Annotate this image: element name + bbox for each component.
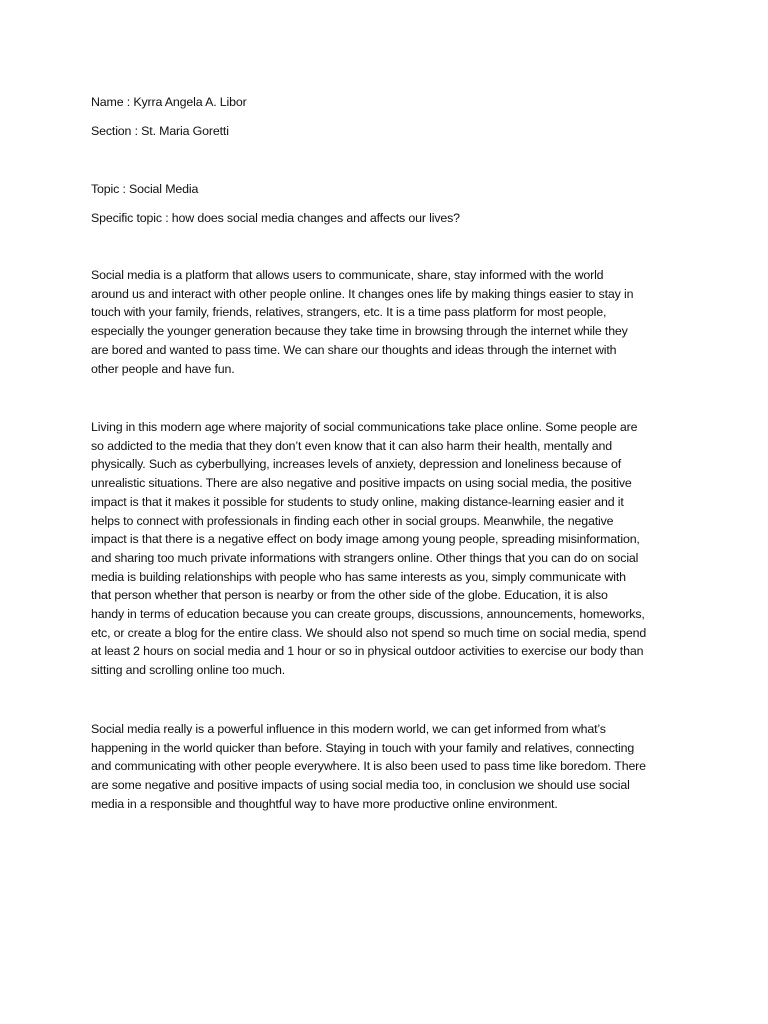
paragraph-2: [91, 418, 677, 680]
paragraph-line: Social media really is a powerful influence in this modern world, we can get informed from what’s: [91, 722, 606, 736]
paragraph-line: that person whether that person is nearby or from the other side of the globe. Education, it is also: [91, 588, 608, 603]
paragraph-line: around us and interact with other people online. It changes ones life by making things easier to stay in: [91, 286, 634, 301]
paragraph-line: touch with your family, friends, relatives, strangers, etc. It is a time pass platform for most people,: [91, 305, 607, 320]
name-line: Name : Kyrra Angela A. Libor: [91, 95, 247, 109]
paragraph-line: physically. Such as cyberbullying, increases levels of anxiety, depression and loneliness because of: [91, 457, 622, 472]
paragraph-line: etc, or create a blog for the entire class. We should also not spend so much time on social media, spend: [91, 625, 647, 640]
specific-topic-line: Specific topic : how does social media changes and affects our lives?: [91, 211, 460, 225]
paragraph-line: are bored and wanted to pass time. We can share our thoughts and ideas through the internet with: [91, 342, 617, 357]
paragraph-line: are some negative and positive impacts of using social media too, in conclusion we should use social: [91, 778, 630, 793]
section-line: Section : St. Maria Goretti: [91, 124, 229, 138]
paragraph-line: Living in this modern age where majority of social communications take place online. Some people are: [91, 420, 638, 434]
paragraph-line: and sharing too much private informations with strangers online. Other things that you can do on social: [91, 550, 639, 565]
paragraph-line: handy in terms of education because you can create groups, discussions, announcements, homeworks,: [91, 607, 645, 622]
paragraph-line: happening in the world quicker than before. Staying in touch with your family and relatives, connecting: [91, 740, 635, 755]
paragraph-line: impact is that there is a negative effect on body image among young people, spreading misinformation,: [91, 532, 640, 547]
paragraph-line: and communicating with other people everywhere. It is also been used to pass time like boredom. There: [91, 759, 646, 774]
paragraph-line: media in a responsible and thoughtful way to have more productive online environment.: [91, 796, 558, 811]
paragraph-3: [91, 720, 677, 814]
paragraph-1: [91, 266, 677, 378]
paragraph-line: especially the younger generation because they take time in browsing through the internet while they: [91, 324, 628, 339]
paragraph-line: Social media is a platform that allows users to communicate, share, stay informed with the world: [91, 268, 604, 282]
paragraph-line: sitting and scrolling online too much.: [91, 663, 286, 678]
paragraph-line: other people and have fun.: [91, 361, 235, 376]
paragraph-line: impact is that it makes it possible for students to study online, making distance-learning easier and it: [91, 494, 624, 509]
paragraph-line: unrealistic situations. There are also negative and positive impacts on using social media, the positive: [91, 476, 632, 491]
paragraph-line: so addicted to the media that they don’t even know that it can also harm their health, mentally and: [91, 438, 613, 453]
paragraph-line: media is building relationships with people who has same interests as you, simply communicate with: [91, 569, 626, 584]
topic-line: Topic : Social Media: [91, 182, 199, 196]
paragraph-line: helps to connect with professionals in finding each other in social groups. Meanwhile, the negative: [91, 513, 614, 528]
paragraph-line: at least 2 hours on social media and 1 hour or so in physical outdoor activities to exercise our body than: [91, 644, 644, 659]
